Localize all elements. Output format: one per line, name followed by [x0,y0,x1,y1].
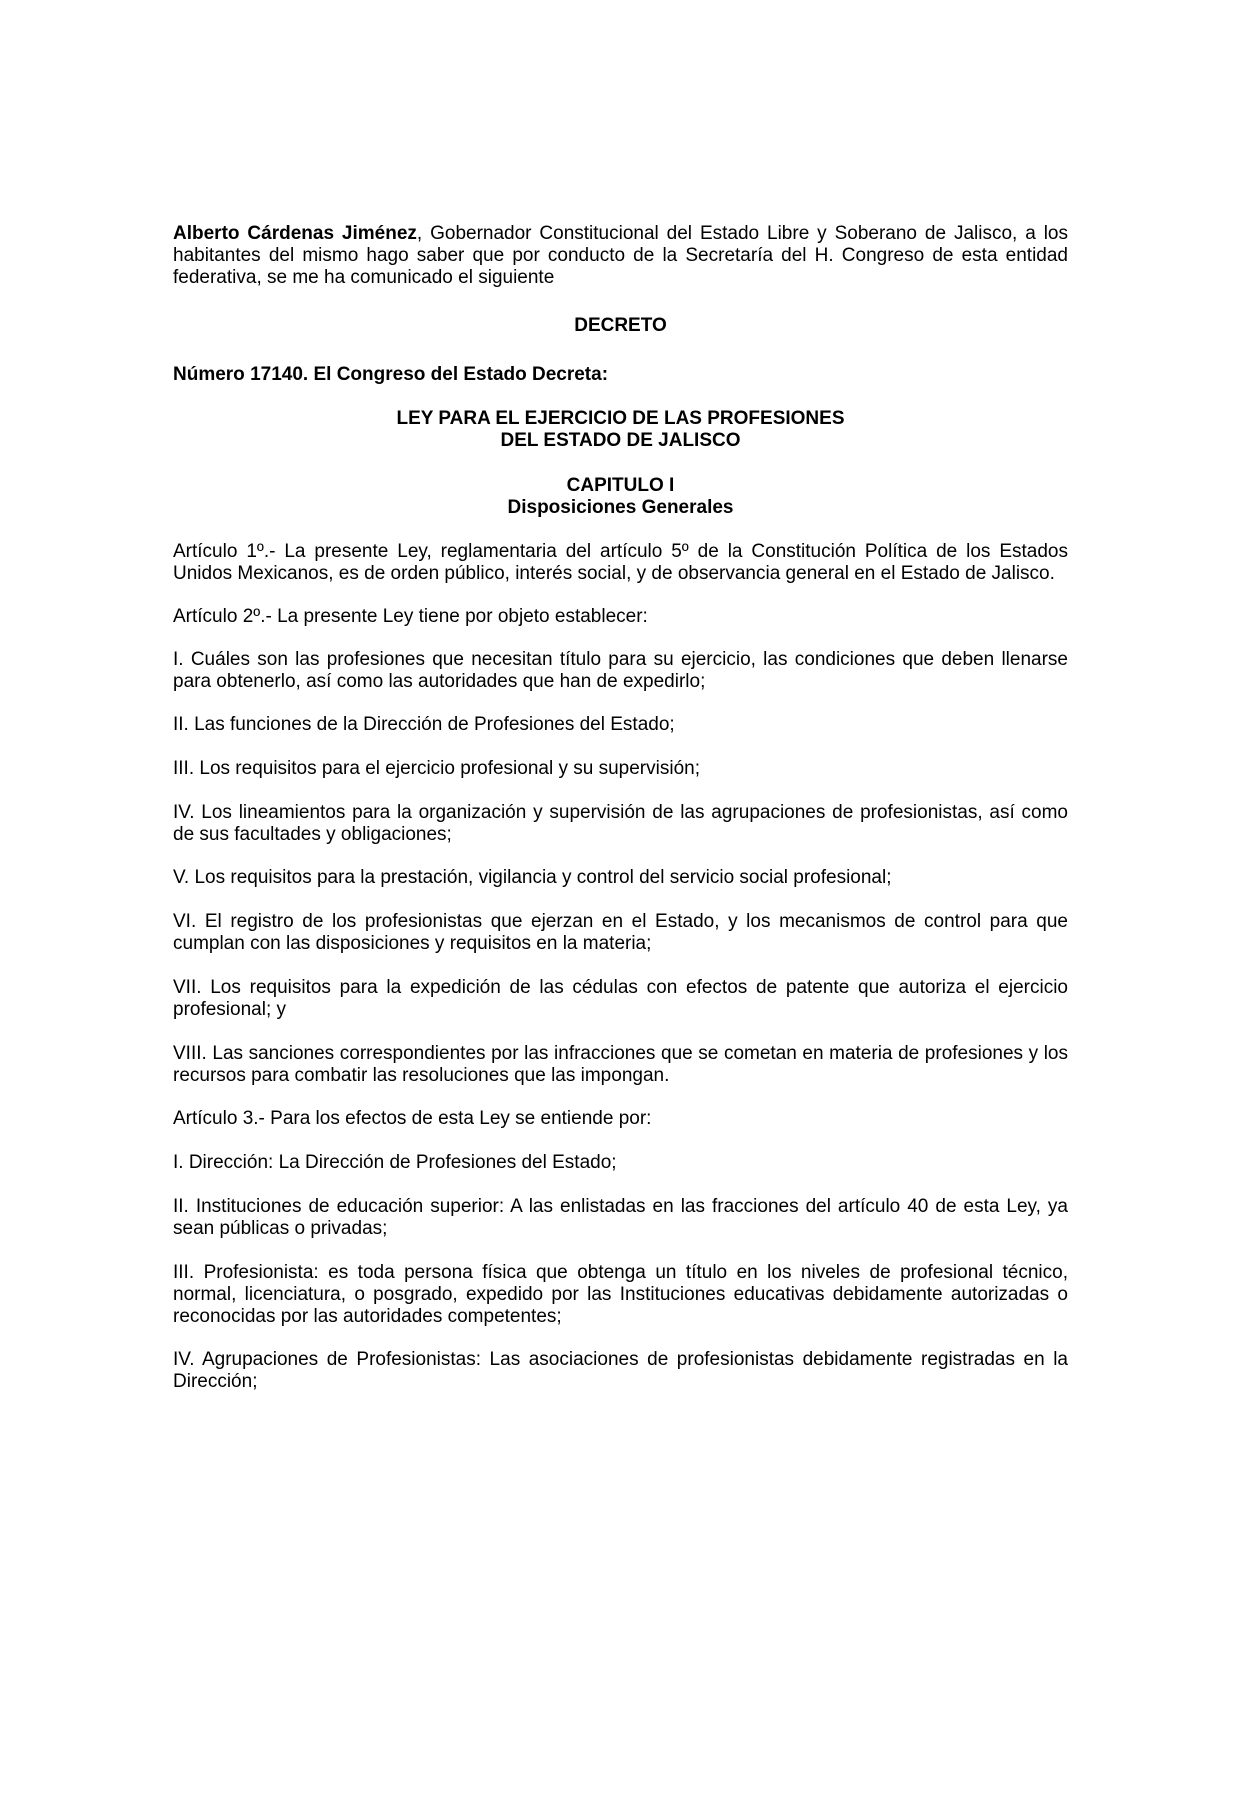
article-2-item: II. Las funciones de la Dirección de Profesiones del Estado; [173,714,675,735]
article-2-item: VII. Los requisitos para la expedición de las cédulas con efectos de patente que autoriza el ejercicio profesional; y [173,977,1068,1020]
article-1: Artículo 1º.- La presente Ley, reglamentaria del artículo 5º de la Constitución Política de los Estados Unidos Mexicanos, es de orden público, interés social, y de observancia general en el Estado de Jalisco. [173,541,1068,584]
article-3-item: III. Profesionista: es toda persona física que obtenga un título en los niveles de profesional técnico, normal, licenciatura, o posgrado, expedido por las Instituciones educativas debidamente autorizadas o reconocidas por las autoridades competentes; [173,1262,1068,1327]
intro-text: , Gobernador Constitucional del Estado Libre y Soberano de Jalisco, a los habitantes del mismo hago saber que por conducto de la Secretaría del H. Congreso de esta entidad federativa, se me ha comunicado el siguiente [173,223,1068,288]
chapter-name: Disposiciones Generales [507,497,734,518]
intro-paragraph [173,223,1068,289]
article-2-item: VIII. Las sanciones correspondientes por las infracciones que se cometan en materia de profesiones y los recursos para combatir las resoluciones que las impongan. [173,1043,1068,1086]
article-3-item: II. Instituciones de educación superior: A las enlistadas en las fracciones del artículo 40 de esta Ley, ya sean públicas o privadas; [173,1196,1068,1239]
decree-heading: DECRETO [574,315,667,336]
law-title-line2: DEL ESTADO DE JALISCO [500,430,741,451]
document-page [173,223,1068,1393]
article-2-item: VI. El registro de los profesionistas que ejerzan en el Estado, y los mecanismos de control para que cumplan con las disposiciones y requisitos en la materia; [173,911,1068,954]
article-3-intro: Artículo 3.- Para los efectos de esta Ley se entiende por: [173,1108,652,1129]
article-2-item: III. Los requisitos para el ejercicio profesional y su supervisión; [173,758,700,779]
article-2-item: V. Los requisitos para la prestación, vigilancia y control del servicio social profesional; [173,867,892,888]
article-2-item: IV. Los lineamientos para la organización y supervisión de las agrupaciones de profesionistas, así como de sus facultades y obligaciones; [173,802,1068,845]
article-3-item: I. Dirección: La Dirección de Profesiones del Estado; [173,1152,617,1173]
article-2-intro: Artículo 2º.- La presente Ley tiene por objeto establecer: [173,606,648,627]
article-3-item: IV. Agrupaciones de Profesionistas: Las asociaciones de profesionistas debidamente registradas en la Dirección; [173,1349,1068,1392]
author-name: Alberto Cárdenas Jiménez [173,223,417,244]
decree-number: Número 17140. El Congreso del Estado Decreta: [173,364,609,385]
law-title-line1: LEY PARA EL EJERCICIO DE LAS PROFESIONES [396,408,845,429]
article-2-item: I. Cuáles son las profesiones que necesitan título para su ejercicio, las condiciones que deben llenarse para obtenerlo, así como las autoridades que han de expedirlo; [173,649,1068,692]
chapter-number: CAPITULO I [566,475,675,496]
